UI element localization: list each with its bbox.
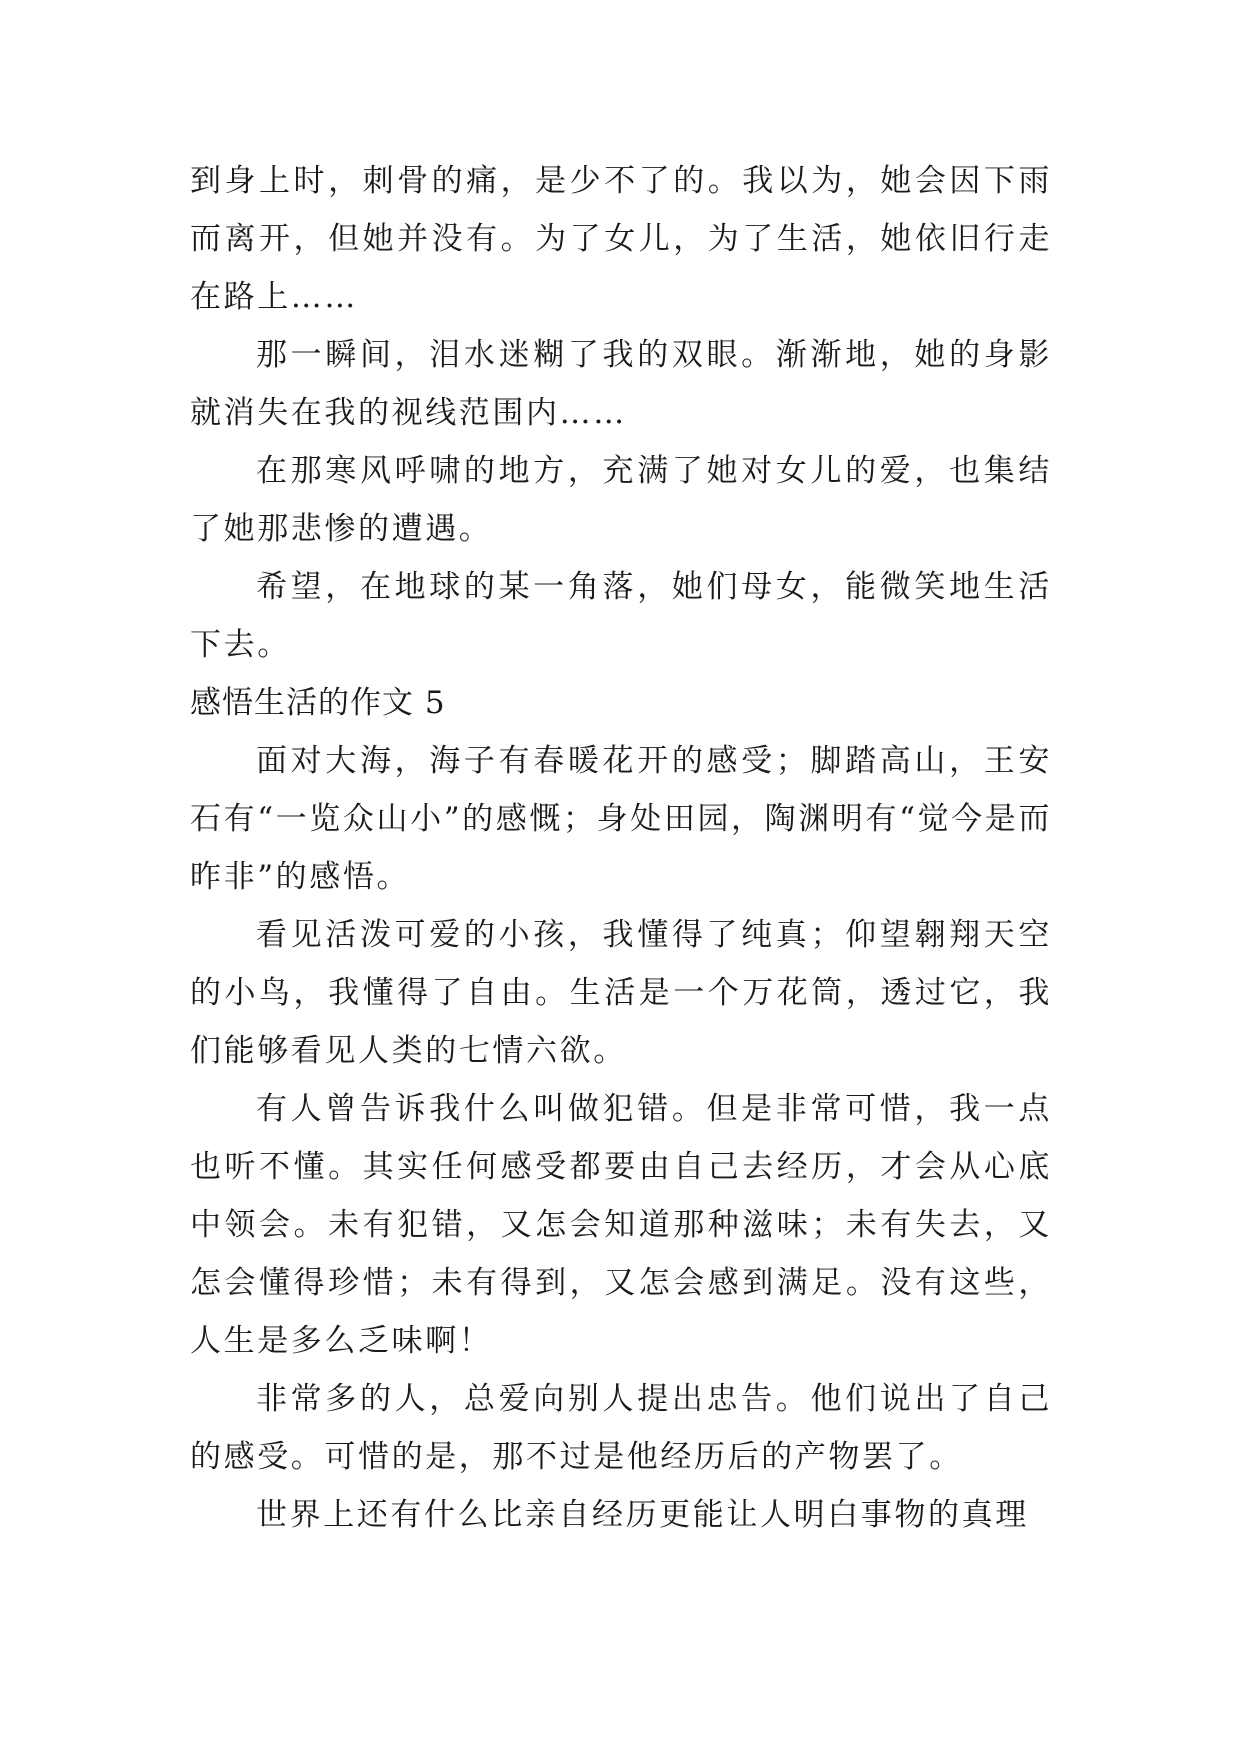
paragraph: 那一瞬间，泪水迷糊了我的双眼。渐渐地，她的身影就消失在我的视线范围内…… [190, 337, 1052, 431]
paragraph: 希望，在地球的某一角落，她们母女，能微笑地生活下去。 [190, 569, 1052, 663]
paragraph: 看见活泼可爱的小孩，我懂得了纯真；仰望翱翔天空的小鸟，我懂得了自由。生活是一个万花筒，透过它，我们能够看见人类的七情六欲。 [190, 917, 1052, 1069]
paragraph-truncated: 世界上还有什么比亲自经历更能让人明白事物的真理 [256, 1497, 1029, 1533]
section-heading: 感悟生活的作文 5 [190, 685, 446, 721]
paragraph: 在那寒风呼啸的地方，充满了她对女儿的爱，也集结了她那悲惨的遭遇。 [190, 453, 1052, 547]
paragraph: 面对大海，海子有春暖花开的感受；脚踏高山，王安石有“一览众山小”的感慨；身处田园，陶渊明有“觉今是而昨非”的感悟。 [190, 743, 1052, 895]
document-page [190, 152, 1052, 1544]
paragraph: 非常多的人，总爱向别人提出忠告。他们说出了自己的感受。可惜的是，那不过是他经历后的产物罢了。 [190, 1381, 1052, 1475]
paragraph-continued: 到身上时，刺骨的痛，是少不了的。我以为，她会因下雨而离开，但她并没有。为了女儿，为了生活，她依旧行走在路上…… [190, 163, 1052, 315]
paragraph: 有人曾告诉我什么叫做犯错。但是非常可惜，我一点也听不懂。其实任何感受都要由自己去经历，才会从心底中领会。未有犯错，又怎会知道那种滋味；未有失去，又怎会懂得珍惜；未有得到，又怎会感到满足。没有这些，人生是多么乏味啊！ [190, 1091, 1052, 1359]
